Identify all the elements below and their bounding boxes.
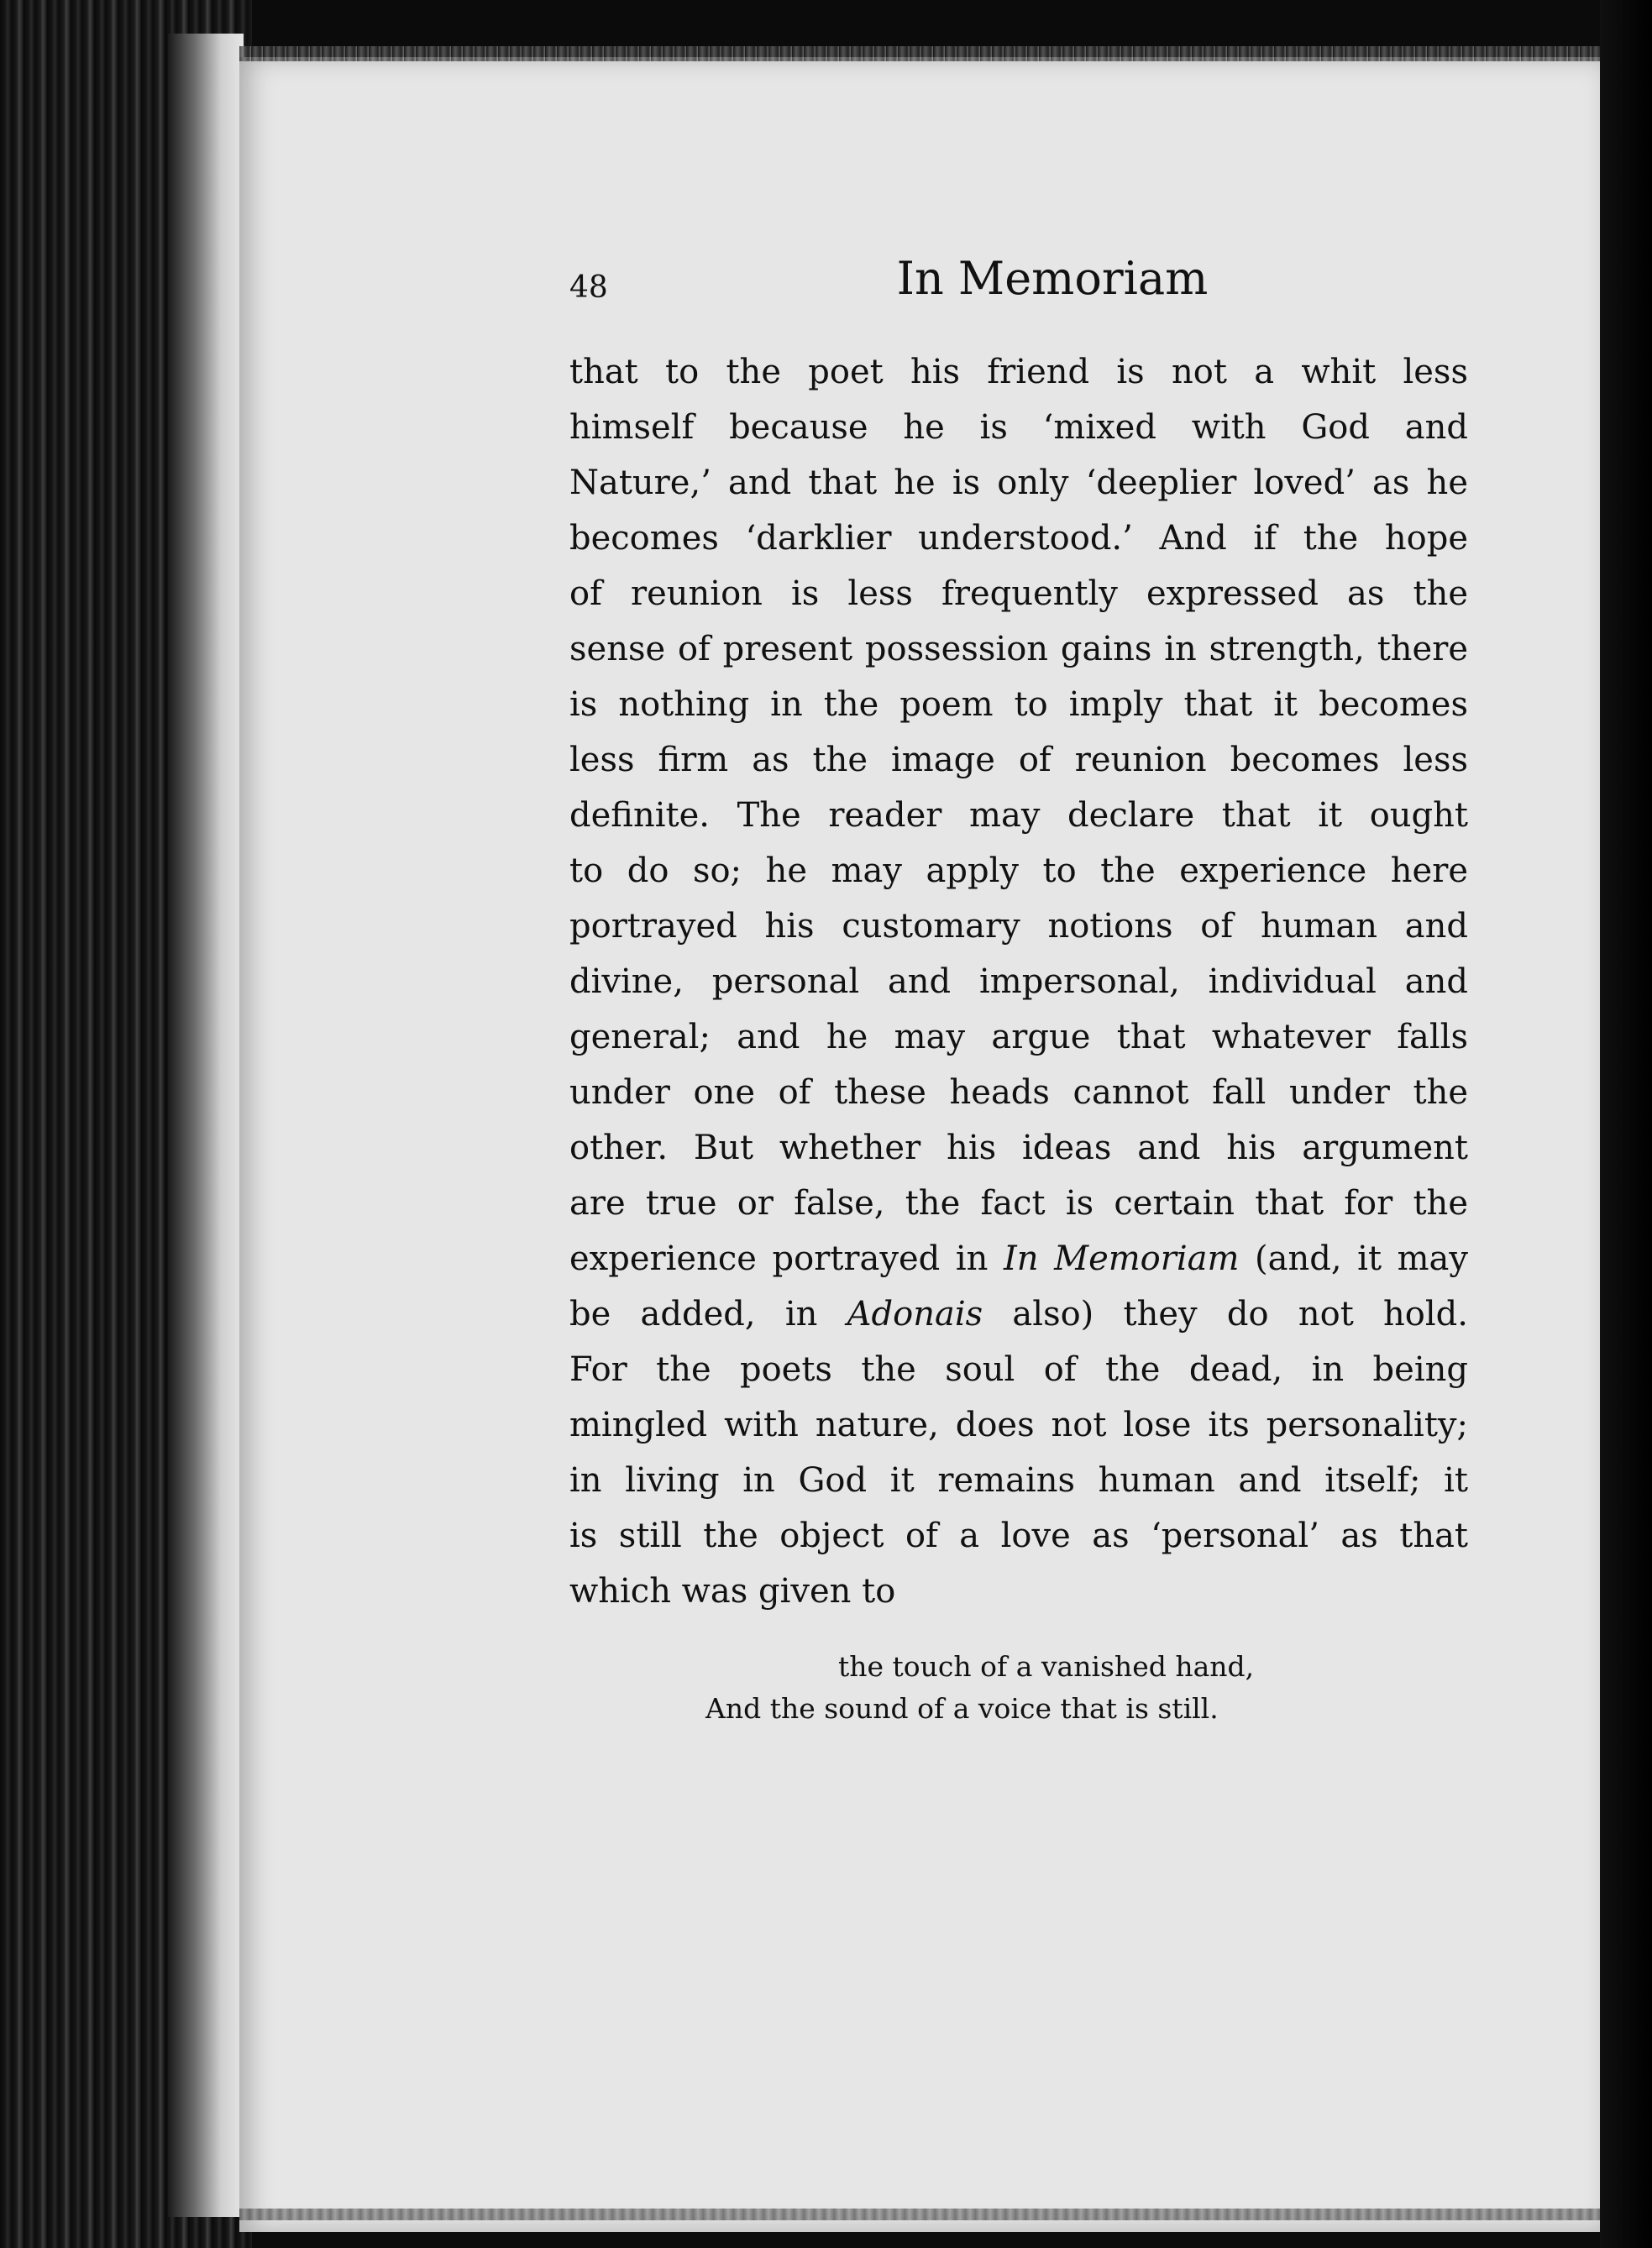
page-edge-shadow bbox=[168, 34, 244, 2217]
text-line: less firm as the image of reunion becomes less bbox=[569, 741, 1468, 779]
running-head bbox=[569, 252, 1468, 319]
text-line: is still the object of a love as ‘personal’ as that bbox=[569, 1517, 1468, 1555]
text-line: are true or false, the fact is certain that for the bbox=[569, 1184, 1468, 1223]
italic-title: Adonais bbox=[847, 1295, 983, 1334]
text-line: in living in God it remains human and itself; it bbox=[569, 1461, 1468, 1500]
text-line: sense of present possession gains in strength, there bbox=[569, 630, 1468, 668]
running-title: In Memoriam bbox=[896, 252, 1209, 305]
text-line: Nature,’ and that he is only ‘deeplier loved’ as he bbox=[569, 464, 1468, 502]
text-line: becomes ‘darklier understood.’ And if the hope bbox=[569, 519, 1468, 558]
text-line: is nothing in the poem to imply that it becomes bbox=[569, 685, 1468, 724]
text-line: be added, in Adonais also) they do not hold. bbox=[569, 1295, 1468, 1334]
text-line: divine, personal and impersonal, individual and bbox=[569, 962, 1468, 1001]
text-line: under one of these heads cannot fall under the bbox=[569, 1073, 1468, 1112]
text-line: of reunion is less frequently expressed as the bbox=[569, 574, 1468, 613]
text-line: portrayed his customary notions of human and bbox=[569, 907, 1468, 946]
text-line: which was given to bbox=[569, 1572, 896, 1611]
text-line: experience portrayed in In Memoriam (and, it may bbox=[569, 1239, 1468, 1278]
text-line: to do so; he may apply to the experience here bbox=[569, 852, 1468, 890]
text-line: For the poets the soul of the dead, in being bbox=[569, 1350, 1468, 1389]
text-line: himself because he is ‘mixed with God and bbox=[569, 408, 1468, 447]
body-paragraph bbox=[569, 344, 1468, 1619]
verse-line: the touch of a vanished hand, bbox=[838, 1650, 1255, 1683]
right-margin-dark bbox=[1600, 0, 1652, 2248]
verse-line: And the sound of a voice that is still. bbox=[705, 1692, 1219, 1725]
page-number: 48 bbox=[569, 270, 608, 305]
page-top-edge bbox=[239, 46, 1600, 61]
text-line: general; and he may argue that whatever falls bbox=[569, 1018, 1468, 1056]
text-line: that to the poet his friend is not a whit less bbox=[569, 353, 1468, 391]
text-line: other. But whether his ideas and his argument bbox=[569, 1129, 1468, 1167]
italic-title: In Memoriam bbox=[1003, 1239, 1240, 1278]
verse-quotation bbox=[705, 1646, 1310, 1730]
text-line: mingled with nature, does not lose its personality; bbox=[569, 1406, 1468, 1444]
page-bottom-edge bbox=[239, 2209, 1600, 2220]
text-line: definite. The reader may declare that it ought bbox=[569, 796, 1468, 835]
